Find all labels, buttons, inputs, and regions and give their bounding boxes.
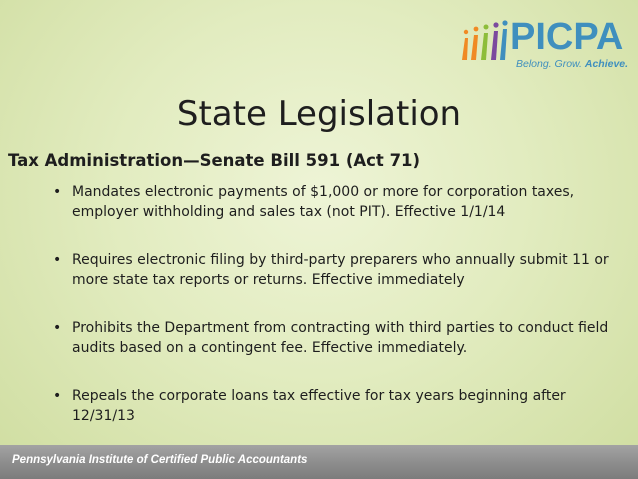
picpa-logo [458,14,628,74]
bullet-list [50,182,620,454]
bullet-item: • Mandates electronic payments of $1,000 or more for corporation taxes, employer withholding and sales tax (not PIT). Effective 1/1/14 [50,182,620,222]
logo-wordmark: PICPA [510,16,624,58]
logo-tagline [516,58,628,70]
logo-tagline-part1: Belong. Grow. [516,58,585,70]
bullet-item: • Requires electronic filing by third-party preparers who annually submit 11 or more state tax reports or returns. Effective immediately [50,250,620,290]
bullet-item: • Repeals the corporate loans tax effective for tax years beginning after 12/31/13 [50,386,620,426]
logo-tagline-part2: Achieve. [584,58,629,70]
bullet-item: • Prohibits the Department from contracting with third parties to conduct field audits based on a contingent fee. Effective immediately. [50,318,620,358]
footer-bar [0,445,638,479]
footer-text: Pennsylvania Institute of Certified Public Accountants [12,454,308,466]
slide-subheading: Tax Administration—Senate Bill 591 (Act 71) [8,151,421,170]
people-figures-icon [458,20,510,60]
slide-title: State Legislation [176,94,462,134]
